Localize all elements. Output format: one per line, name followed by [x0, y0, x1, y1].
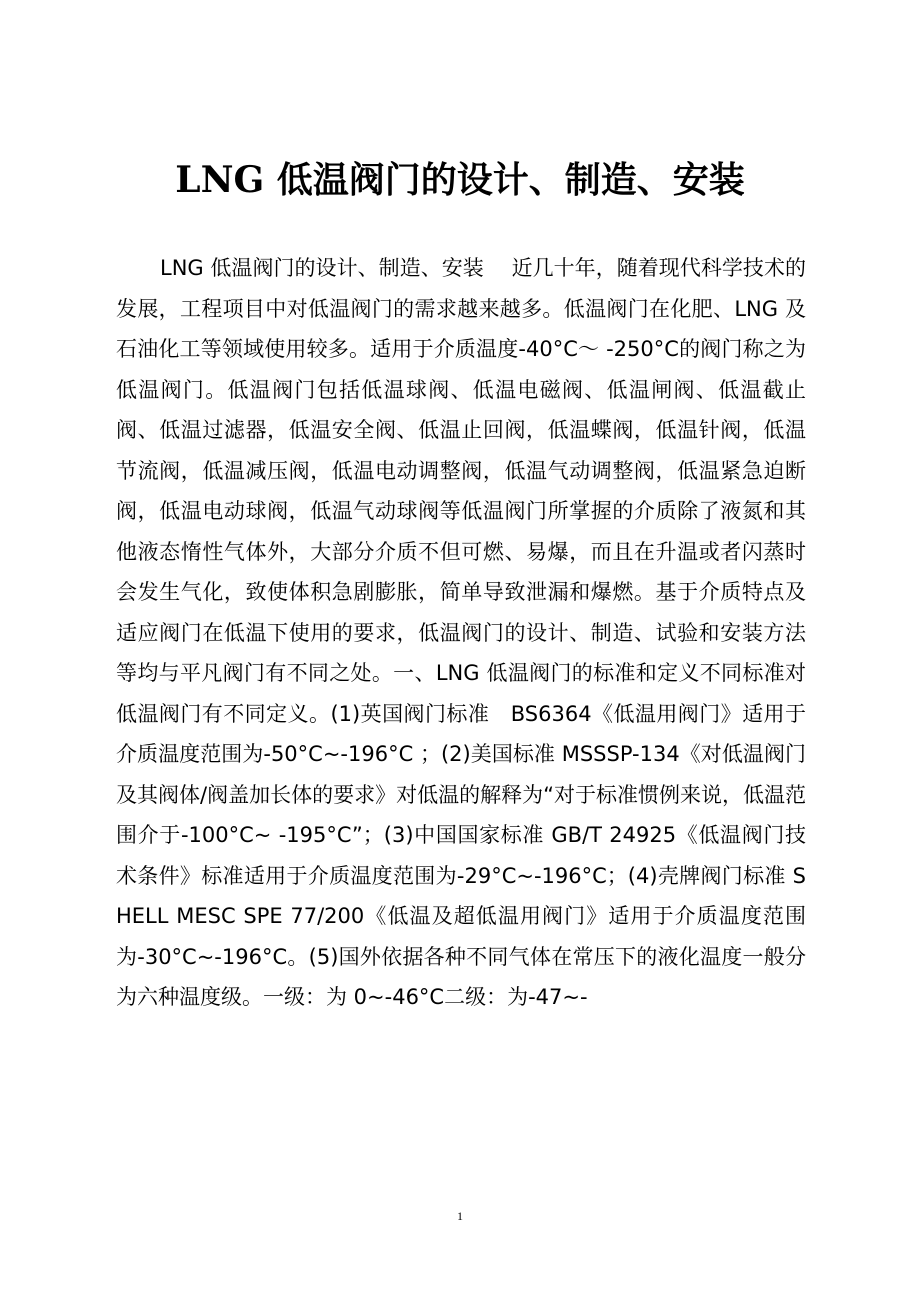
- document-body-paragraph: LNG 低温阀门的设计、制造、安装 近几十年，随着现代科学技术的发展，工程项目中对低温阀门的需求越来越多。低温阀门在化肥、LNG 及石油化工等领域使用较多。适用于介质温度-40°C～ -250°C的阀门称之为低温阀门。低温阀门包括低温球阀、低温电磁阀、低温闸阀、低温截止阀、低温过滤器，低温安全阀、低温止回阀，低温蝶阀，低温针阀，低温节流阀，低温减压阀，低温电动调整阀，低温气动调整阀，低温紧急迫断阀，低温电动球阀，低温气动球阀等低温阀门所掌握的介质除了液氮和其他液态惰性气体外，大部分介质不但可燃、易爆，而且在升温或者闪蒸时会发生气化，致使体积急剧膨胀，简单导致泄漏和爆燃。基于介质特点及适应阀门在低温下使用的要求，低温阀门的设计、制造、试验和安装方法等均与平凡阀门有不同之处。一、LNG 低温阀门的标准和定义不同标准对低温阀门有不同定义。(1)英国阀门标准 BS6364《低温用阀门》适用于介质温度范围为-50°C~-196°C ；(2)美国标准 MSSSP-134《对低温阀门及其阀体/阀盖加长体的要求》对低温的解释为“对于标准惯例来说，低温范围介于-100°C~ -195°C”；(3)中国国家标准 GB/T 24925《低温阀门技术条件》标准适用于介质温度范围为-29°C~-196°C；(4)壳牌阀门标准 SHELL MESC SPE 77/200《低温及超低温用阀门》适用于介质温度范围为-30°C~-196°C。(5)国外依据各种不同气体在常压下的液化温度一般分为六种温度级。一级：为 0~-46°C二级：为-47~-: [116, 256, 806, 1009]
- page-number: 1: [457, 1209, 463, 1223]
- document-title: LNG 低温阀门的设计、制造、安装: [175, 159, 745, 201]
